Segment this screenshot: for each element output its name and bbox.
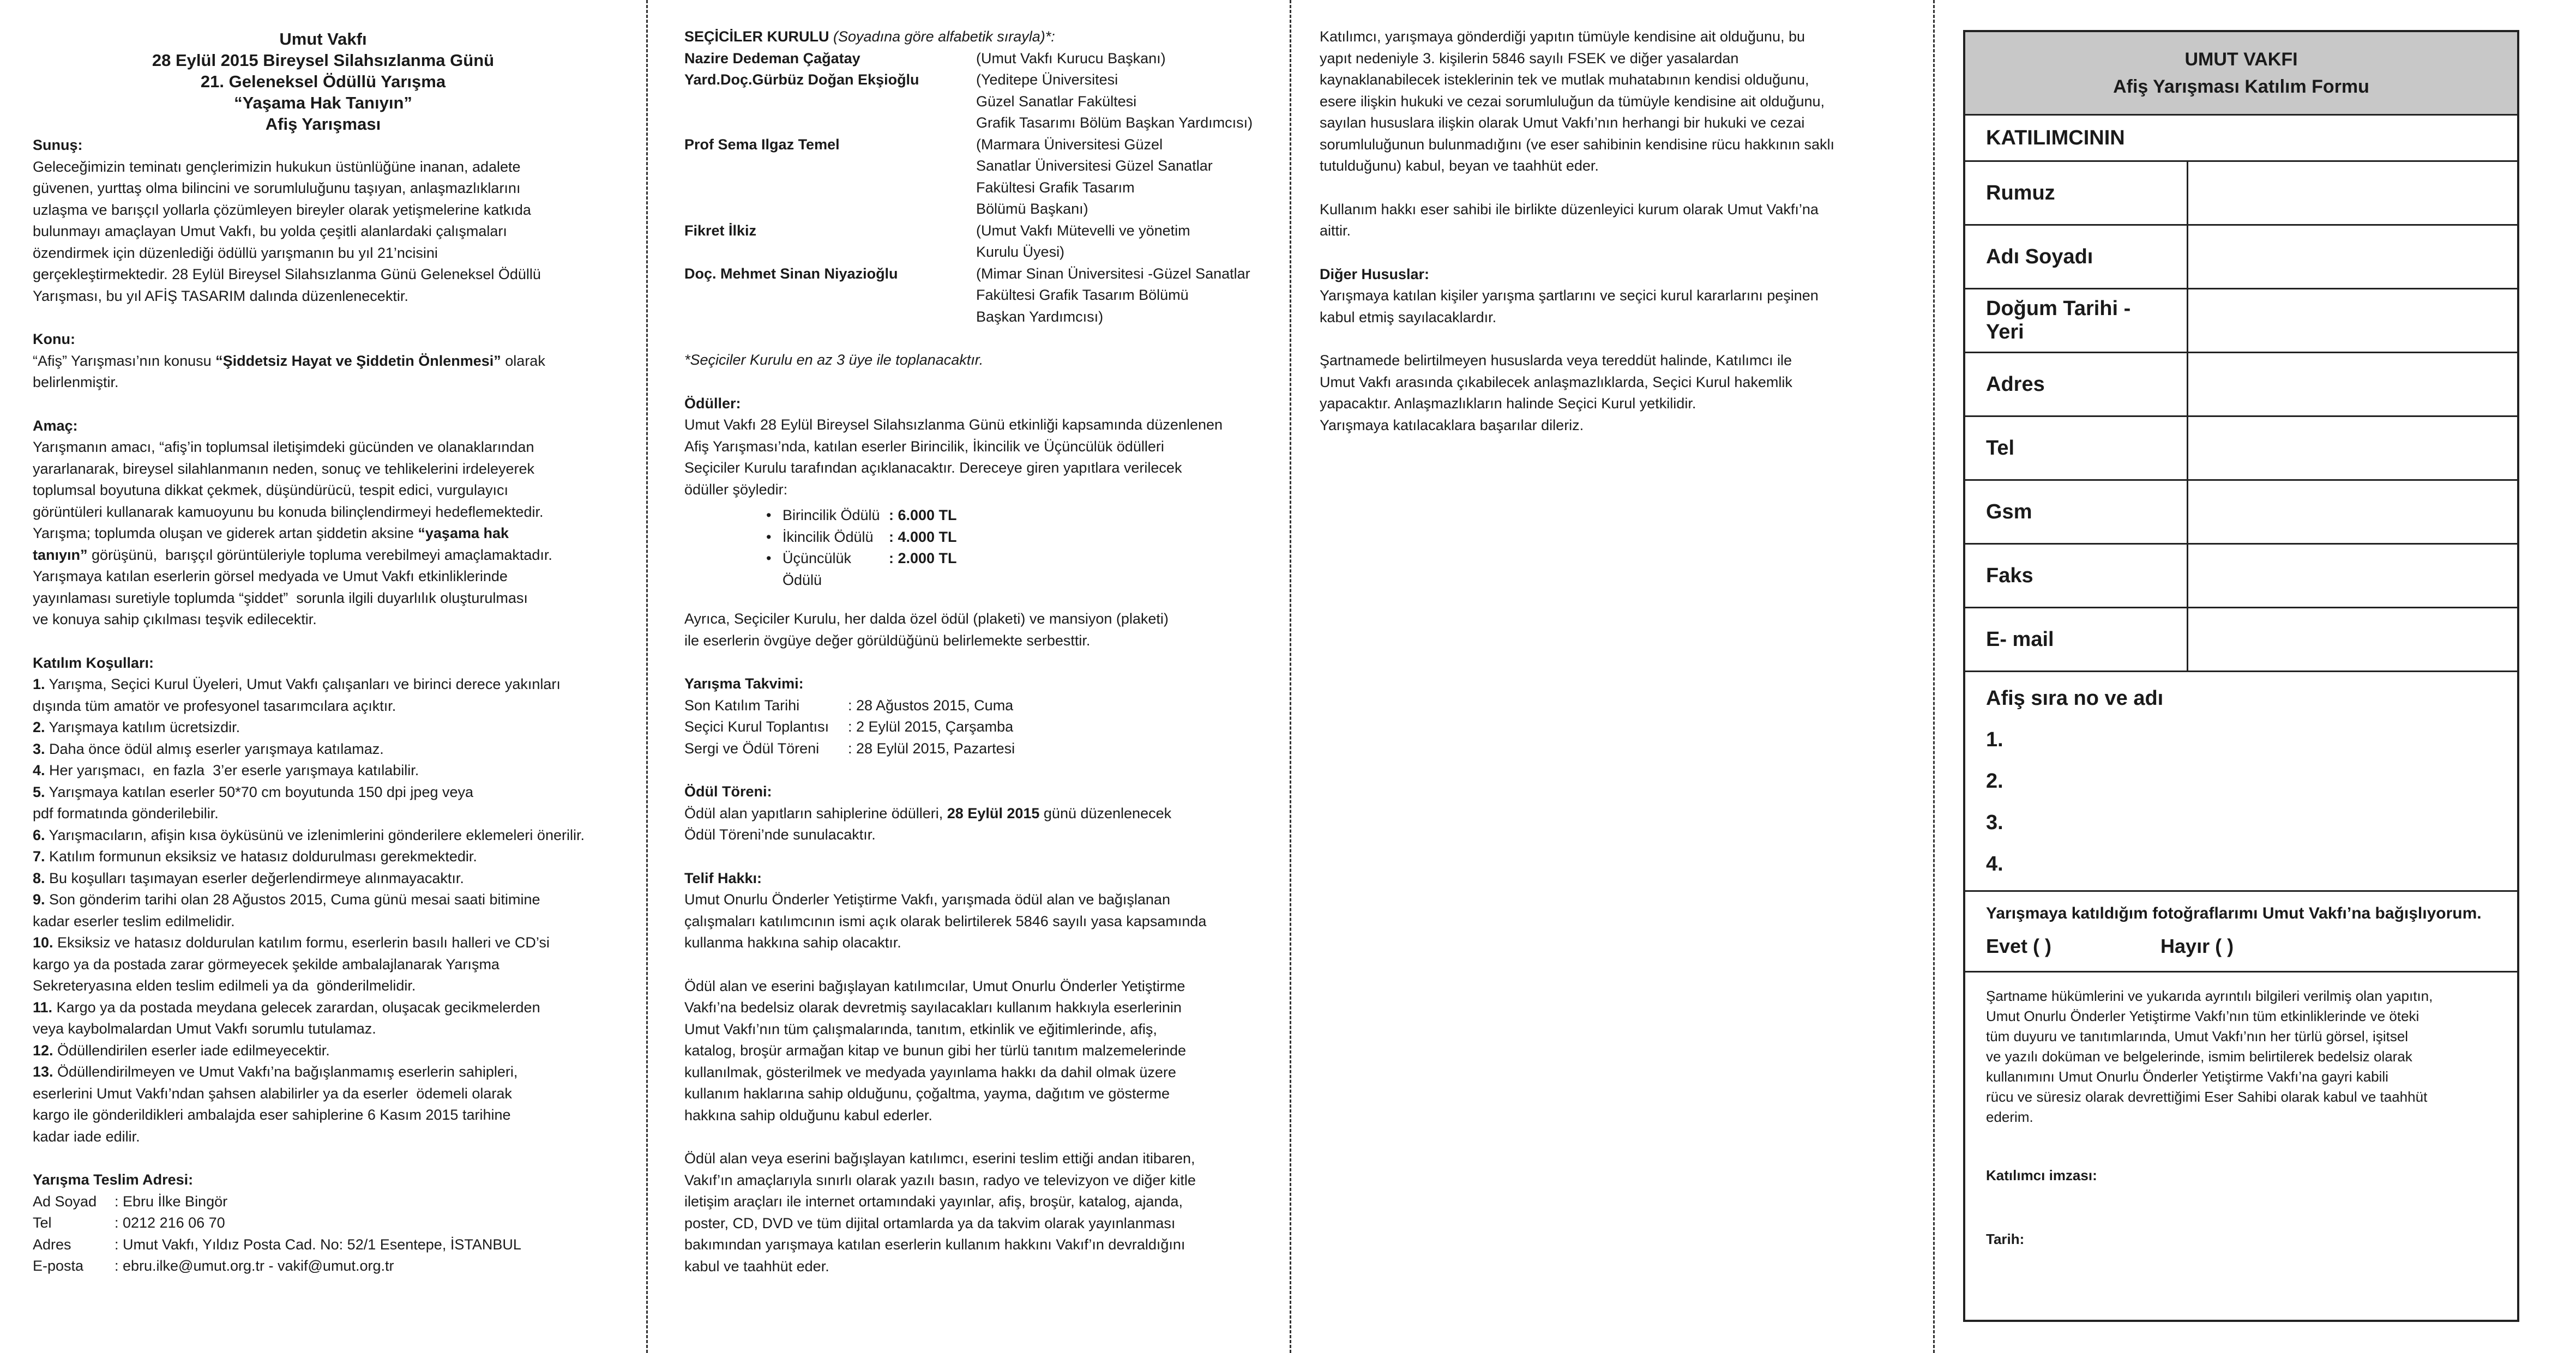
title-line: 21. Geleneksel Ödüllü Yarışma <box>200 72 446 91</box>
condition-text: Bu koşulları taşımayan eserler değerlendirmeye alınmayacaktır. <box>45 869 464 886</box>
address-value: : 0212 216 06 70 <box>115 1215 225 1231</box>
condition-number: 4. <box>33 762 45 778</box>
condition-text: Daha önce ödül almış eserler yarışmaya katılamaz. <box>45 740 384 757</box>
condition-number: 5. <box>33 783 45 800</box>
donation-section <box>1965 892 2517 973</box>
condition-number: 1. <box>33 676 45 692</box>
terms-text-2: Kullanım hakkı eser sahibi ile birlikte düzenleyici kurum olarak Umut Vakfı’na aittir. <box>1320 201 1819 239</box>
poster-list-heading: Afiş sıra no ve adı <box>1986 687 2164 710</box>
column-rules <box>33 0 613 1353</box>
jury-role: (Umut Vakfı Kurucu Başkanı) <box>976 50 1166 67</box>
form-field-label: Doğum Tarihi - Yeri <box>1965 289 2188 353</box>
condition-number: 13. <box>33 1064 53 1080</box>
condition-item <box>33 846 613 868</box>
amac-text: Yarışmanın amacı, “afiş’in toplumsal iletişimdeki gücünden ve olanaklarından yararlanarak, bireysel silahlanmanın neden, sonuç ve tehlikelerini irdeleyerek toplumsal boyutuna dikkat çekmek, düşündürücü, tespit edici, vurgulayıcı görüntüleri kullanarak kamuoyunu bu konuda bilinçlendirmeyi hedeflemektedir. Yarışma; toplumda oluşan ve giderek artan şiddetin aksine “yaşama hak tanıyın” görüşünü, barışçıl görüntüleriyle topluma verebilmeyi amaçlamaktadır. Yarışmaya katılan eserlerin görsel medyada ve Umut Vakfı etkinliklerinde yayınlaması suretiyle toplumda “şiddet” sorunla ilgili duyarlılık oluşturulması ve konuya sahip çıkılması teşvik edilecektir. <box>33 439 552 627</box>
bullet-icon: • <box>766 507 772 523</box>
legal-text: Şartname hükümlerini ve yukarıda ayrıntılı bilgileri verilmiş olan yapıtın, Umut Onurlu Önderler Yetiştirme Vakfı’nın tüm etkinliklerinde ve öteki tüm duyuru ve tanıtımlarında, Umut Vakfı’nın her türlü görsel, işitsel ve yazılı doküman ve belgelerinde, ismim belirtilerek bedelsiz olarak kullanımını Umut Onurlu Önderler Yetiştirme Vakfı’na gayri kabili rücu ve süresiz olarak devrettiğimi Eser Sahibi olarak kabul ve taahhüt ederim. <box>1986 988 2433 1125</box>
jury-name: Prof Sema Ilgaz Temel <box>684 136 840 153</box>
address-label: Ad Soyad <box>33 1193 97 1210</box>
prize-item <box>766 548 1273 591</box>
form-field-label: Faks <box>1965 544 2188 608</box>
telif-text-1: Umut Onurlu Önderler Yetiştirme Vakfı, yarışmada ödül alan ve bağışlanan çalışmaları katılımcının ismi açık olarak belirtilerek 5846 sayılı yasa kapsamında kullanma hakkına sahip olacaktır. <box>684 891 1207 951</box>
form-field-row <box>1965 480 2517 544</box>
document-title <box>33 28 613 135</box>
konu-text: “Afiş” Yarışması’nın konusu “Şiddetsiz Hayat ve Şiddetin Önlenmesi” olarak belirlenmiştir. <box>33 352 545 390</box>
prize-name: Birincilik Ödülü <box>783 507 880 523</box>
sunus-heading: Sunuş: <box>33 137 83 153</box>
schedule-row <box>684 738 1273 760</box>
condition-item <box>33 889 613 932</box>
condition-item <box>33 739 613 760</box>
condition-item <box>33 1040 613 1062</box>
oduller-text: Umut Vakfı 28 Eylül Bireysel Silahsızlanma Günü etkinliği kapsamında düzenlenen Afiş Yarışması’nda, katılan eserler Birincilik, İkincilik ve Üçüncülük ödülleri Seçiciler Kurulu tarafından açıklanacaktır. Dereceye giren yapıtlara verilecek ödüller şöyledir: <box>684 416 1223 498</box>
prize-name: Üçüncülük Ödülü <box>783 550 852 588</box>
condition-number: 2. <box>33 719 45 735</box>
form-field-input[interactable] <box>2188 480 2518 544</box>
prize-value: : 6.000 TL <box>889 507 957 523</box>
fold-line-3 <box>1933 0 1935 1353</box>
condition-item <box>33 782 613 825</box>
schedule-row <box>684 716 1273 738</box>
form-field-label: Adı Soyadı <box>1965 225 2188 289</box>
form-field-label: Gsm <box>1965 480 2188 544</box>
title-line: Afiş Yarışması <box>265 114 381 134</box>
terms-text-3: Yarışmaya katılan kişiler yarışma şartlarını ve seçici kurul kararlarını peşinen kabul etmiş sayılacaklardır. <box>1320 287 1819 325</box>
address-label: Adres <box>33 1236 71 1253</box>
address-value: : ebru.ilke@umut.org.tr - vakif@umut.org.tr <box>115 1258 394 1274</box>
no-checkbox[interactable]: Hayır ( ) <box>2160 935 2234 957</box>
form-field-input[interactable] <box>2188 608 2518 672</box>
jury-member <box>684 263 1273 328</box>
form-field-input[interactable] <box>2188 225 2518 289</box>
adres-heading: Yarışma Teslim Adresi: <box>33 1171 194 1188</box>
prize-value: : 2.000 TL <box>889 550 957 566</box>
jury-list <box>684 48 1273 328</box>
condition-text: Yarışmaya katılım ücretsizdir. <box>45 719 240 735</box>
form-field-label: Adres <box>1965 353 2188 416</box>
form-field-row <box>1965 608 2517 672</box>
prize-name: İkincilik Ödülü <box>783 528 874 545</box>
jury-role: (Mimar Sinan Üniversitesi -Güzel Sanatlar Fakültesi Grafik Tasarım Bölümü Başkan Yardımcısı) <box>976 265 1250 325</box>
schedule-value: : 28 Eylül 2015, Pazartesi <box>848 740 1015 757</box>
form-field-input[interactable] <box>2188 162 2518 225</box>
condition-number: 6. <box>33 826 45 843</box>
plaket-text: Ayrıca, Seçiciler Kurulu, her dalda özel ödül (plaketi) ve mansiyon (plaketi) ile eserlerin övgüye değer görüldüğünü belirlemekte serbesttir. <box>684 611 1169 649</box>
jury-heading: SEÇİCİLER KURULU (Soyadına göre alfabetik sırayla)*: <box>684 28 1055 45</box>
jury-name: Yard.Doç.Gürbüz Doğan Ekşioğlu <box>684 71 919 88</box>
sunus-text: Geleceğimizin teminatı gençlerimizin hukukun üstünlüğüne inanan, adalete güvenen, yurttaş olma bilincini ve sorumluluğunu taşıyan, anlaşmazlıklarını uzlaşma ve barışçıl yollarla çözümleyen bireyler olarak yetişmelerine katkıda bulunmayı amaçlayan Umut Vakfı, bu yolda çeşitli alanlardaki çalışmaları özendirmek için düzenlediği ödüllü yarışmanın bu yıl 21’ncisini gerçekleştirmektedir. 28 Eylül Bireysel Silahsızlanma Günü Geleneksel Ödüllü Yarışması, bu yıl AFİŞ TASARIM dalında düzenlenecektir. <box>33 158 541 304</box>
schedule-label: Son Katılım Tarihi <box>684 697 800 714</box>
prize-value: : 4.000 TL <box>889 528 957 545</box>
legal-section <box>1965 973 2517 1263</box>
schedule-row <box>684 695 1273 717</box>
jury-member <box>684 48 1273 70</box>
condition-number: 12. <box>33 1042 53 1059</box>
jury-member <box>684 134 1273 220</box>
jury-role: (Marmara Üniversitesi Güzel Sanatlar Üniversitesi Güzel Sanatlar Fakültesi Grafik Tasarım Bölümü Başkanı) <box>976 136 1213 217</box>
bullet-icon: • <box>766 550 772 566</box>
form-header <box>1965 32 2517 116</box>
jury-role: (Umut Vakfı Mütevelli ve yönetim Kurulu Üyesi) <box>976 222 1190 260</box>
telif-text-3: Ödül alan veya eserini bağışlayan katılımcı, eserini teslim ettiği andan itibaren, Vakıf’ın amaçlarıyla sınırlı olarak yazılı basın, radyo ve televizyon ve diğer kitle iletişim araçları ile internet ortamındaki yayınlar, afiş, broşür, katalog, ajanda, poster, CD, DVD ve tüm dijital ortamlarda ya da takvim olarak yayınlanması bakımından yarışmaya katılan eserlerin kullanım hakkını Vakıf’ın devraldığını kabul ve taahhüt eder. <box>684 1150 1196 1275</box>
jury-name: Doç. Mehmet Sinan Niyazioğlu <box>684 265 898 282</box>
form-field-row <box>1965 353 2517 416</box>
condition-item <box>33 1061 613 1147</box>
poster-entry[interactable]: 3. <box>1986 811 2003 834</box>
condition-item <box>33 825 613 847</box>
terms-text-4: Şartnamede belirtilmeyen hususlarda veya tereddüt halinde, Katılımcı ile Umut Vakfı arasında çıkabilecek anlaşmazlıklarda, Seçici Kurul hakemlik yapacaktır. Anlaşmazlıkların halinde Seçici Kurul yetkilidir. Yarışmaya katılacaklara başarılar dileriz. <box>1320 352 1792 433</box>
participant-fields <box>1965 162 2517 672</box>
form-field-row <box>1965 289 2517 353</box>
terms-text-1: Katılımcı, yarışmaya gönderdiği yapıtın tümüyle kendisine ait olduğunu, bu yapıt nedeniyle 3. kişilerin 5846 sayılı FSEK ve diğer yasalardan kaynaklanabilecek isteklerinin tek ve mutlak muhatabının kendisi olduğunu, esere ilişkin hukuki ve cezai sorumluluğun da tümüyle kendisine ait olduğunu, sayılan hususlara ilişkin olarak Umut Vakfı’nın herhangi bir hukuki ve cezai sorumluluğunun bulunmadığını (ve eser sahibinin kendisine rücu hakkının saklı tutulduğunu) kabul, beyan ve taahhüt eder. <box>1320 28 1835 174</box>
form-title: UMUT VAKFI <box>2184 49 2298 70</box>
title-line: 28 Eylül 2015 Bireysel Silahsızlanma Günü <box>152 51 495 70</box>
condition-text: Ödüllendirilmeyen ve Umut Vakfı’na bağışlanmamış eserlerin sahipleri, eserlerini Umut Vakfı’ndan şahsen alabilirler ya da eserler ödemeli olarak kargo ile gönderildikleri ambalajda eser sahiplerine 6 Kasım 2015 tarihine kadar iade edilir. <box>33 1064 518 1145</box>
telif-text-2: Ödül alan ve eserini bağışlayan katılımcılar, Umut Onurlu Önderler Yetiştirme Vakfı’na bedelsiz olarak devretmiş sayılacakları kullanım hakkıyla eserlerinin Umut Vakfı’nın tüm çalışmalarında, tanıtım, etkinlik ve eğitimlerinde, afiş, katalog, broşür armağan kitap ve bunun gibi her türlü tanıtım malzemelerinde kullanılmak, gösterilmek ve medyada yayınlama hakkı da dahil olmak üzere kullanım haklarına sahip olduğunu, çoğaltma, yayma, dağıtım ve gösterme hakkına sahip olduğunu kabul ederler. <box>684 977 1186 1124</box>
condition-text: Yarışma, Seçici Kurul Üyeleri, Umut Vakfı çalışanları ve birinci derece yakınları dışında tüm amatör ve profesyonel tasarımcılara açıktır. <box>33 676 561 714</box>
condition-number: 7. <box>33 848 45 865</box>
condition-text: Son gönderim tarihi olan 28 Ağustos 2015, Cuma günü mesai saati bitimine kadar eserler teslim edilmelidir. <box>33 891 540 929</box>
address-row <box>33 1234 613 1256</box>
poster-entry[interactable]: 1. <box>1986 728 2003 751</box>
bullet-icon: • <box>766 528 772 545</box>
yes-checkbox[interactable]: Evet ( ) <box>1986 935 2052 957</box>
condition-text: Ödüllendirilen eserler iade edilmeyecektir. <box>53 1042 330 1059</box>
condition-number: 3. <box>33 740 45 757</box>
address-row <box>33 1255 613 1277</box>
jury-member <box>684 220 1273 263</box>
form-field-input[interactable] <box>2188 353 2518 416</box>
jury-name: Fikret İlkiz <box>684 222 757 239</box>
amac-heading: Amaç: <box>33 417 78 434</box>
prize-item <box>766 527 1273 548</box>
oduller-heading: Ödüller: <box>684 395 741 412</box>
form-field-label: E- mail <box>1965 608 2188 672</box>
jury-note: *Seçiciler Kurulu en az 3 üye ile toplanacaktır. <box>684 352 984 368</box>
form-field-label: Tel <box>1965 416 2188 480</box>
address-label: E-posta <box>33 1258 84 1274</box>
condition-text: Katılım formunun eksiksiz ve hatasız doldurulması gerekmektedir. <box>45 848 477 865</box>
form-subtitle: Afiş Yarışması Katılım Formu <box>2113 76 2369 97</box>
condition-item <box>33 760 613 782</box>
form-field-row <box>1965 225 2517 289</box>
condition-number: 8. <box>33 869 45 886</box>
diger-heading: Diğer Hususlar: <box>1320 265 1430 282</box>
condition-number: 9. <box>33 891 45 908</box>
form-section-heading: KATILIMCININ <box>1965 116 2517 162</box>
form-field-input[interactable] <box>2188 544 2518 608</box>
kosullar-heading: Katılım Koşulları: <box>33 654 154 671</box>
schedule-list <box>684 695 1273 760</box>
prize-item <box>766 505 1273 527</box>
address-label: Tel <box>33 1215 52 1231</box>
title-line: Umut Vakfı <box>279 29 367 49</box>
toren-text: Ödül alan yapıtların sahiplerine ödülleri, 28 Eylül 2015 günü düzenlenecek Ödül Töreni’nde sunulacaktır. <box>684 805 1172 843</box>
schedule-label: Sergi ve Ödül Töreni <box>684 740 820 757</box>
jury-member <box>684 69 1273 134</box>
condition-text: Her yarışmacı, en fazla 3’er eserle yarışmaya katılabilir. <box>45 762 419 778</box>
condition-text: Yarışmaya katılan eserler 50*70 cm boyutunda 150 dpi jpeg veya pdf formatında gönderilebilir. <box>33 783 474 822</box>
konu-heading: Konu: <box>33 331 75 347</box>
address-value: : Umut Vakfı, Yıldız Posta Cad. No: 52/1 Esentepe, İSTANBUL <box>115 1236 521 1253</box>
condition-item <box>33 674 613 717</box>
condition-item <box>33 997 613 1040</box>
column-jury-prizes <box>684 0 1273 1353</box>
fold-line-2 <box>1290 0 1291 1353</box>
schedule-label: Seçici Kurul Toplantısı <box>684 718 829 735</box>
jury-name: Nazire Dedeman Çağatay <box>684 50 860 67</box>
form-field-row <box>1965 162 2517 225</box>
toren-heading: Ödül Töreni: <box>684 783 772 800</box>
poster-entry[interactable]: 2. <box>1986 770 2003 793</box>
poster-entry[interactable]: 4. <box>1986 853 2003 875</box>
takvim-heading: Yarışma Takvimi: <box>684 675 804 692</box>
date-field[interactable]: Tarih: <box>1986 1231 2025 1247</box>
title-line: “Yaşama Hak Tanıyın” <box>234 93 412 112</box>
condition-text: Eksiksiz ve hatasız doldurulan katılım formu, eserlerin basılı halleri ve CD’si kargo ya da postada zarar görmeyecek şekilde ambalajlanarak Yarışma Sekreteryasına elden teslim edilmeli ya da gönderilmelidir. <box>33 934 550 994</box>
condition-number: 11. <box>33 999 53 1016</box>
condition-text: Kargo ya da postada meydana gelecek zarardan, oluşacak gecikmelerden veya kaybolmalardan Umut Vakfı sorumlu tutulamaz. <box>33 999 540 1037</box>
schedule-value: : 28 Ağustos 2015, Cuma <box>848 697 1014 714</box>
address-block <box>33 1191 613 1277</box>
prize-list <box>766 505 1273 591</box>
address-row <box>33 1212 613 1234</box>
signature-field[interactable]: Katılımcı imzası: <box>1986 1167 2097 1183</box>
donation-question: Yarışmaya katıldığım fotoğraflarımı Umut Vakfı’na bağışlıyorum. <box>1986 904 2482 922</box>
schedule-value: : 2 Eylül 2015, Çarşamba <box>848 718 1014 735</box>
condition-text: Yarışmacıların, afişin kısa öyküsünü ve izlenimlerini gönderilere eklemeleri önerilir. <box>45 826 585 843</box>
condition-item <box>33 932 613 997</box>
conditions-list <box>33 674 613 1147</box>
jury-role: (Yeditepe Üniversitesi Güzel Sanatlar Fakültesi Grafik Tasarımı Bölüm Başkan Yardımcısı) <box>976 71 1253 131</box>
telif-heading: Telif Hakkı: <box>684 869 762 886</box>
condition-item <box>33 868 613 890</box>
condition-number: 10. <box>33 934 53 951</box>
column-terms <box>1320 0 1909 1353</box>
address-row <box>33 1191 613 1213</box>
fold-line-1 <box>646 0 648 1353</box>
form-field-input[interactable] <box>2188 416 2518 480</box>
form-field-input[interactable] <box>2188 289 2518 353</box>
address-value: : Ebru İlke Bingör <box>115 1193 228 1210</box>
condition-item <box>33 717 613 739</box>
form-field-row <box>1965 544 2517 608</box>
application-form <box>1963 30 2519 1322</box>
poster-list <box>1965 672 2517 892</box>
form-field-row <box>1965 416 2517 480</box>
form-field-label: Rumuz <box>1965 162 2188 225</box>
